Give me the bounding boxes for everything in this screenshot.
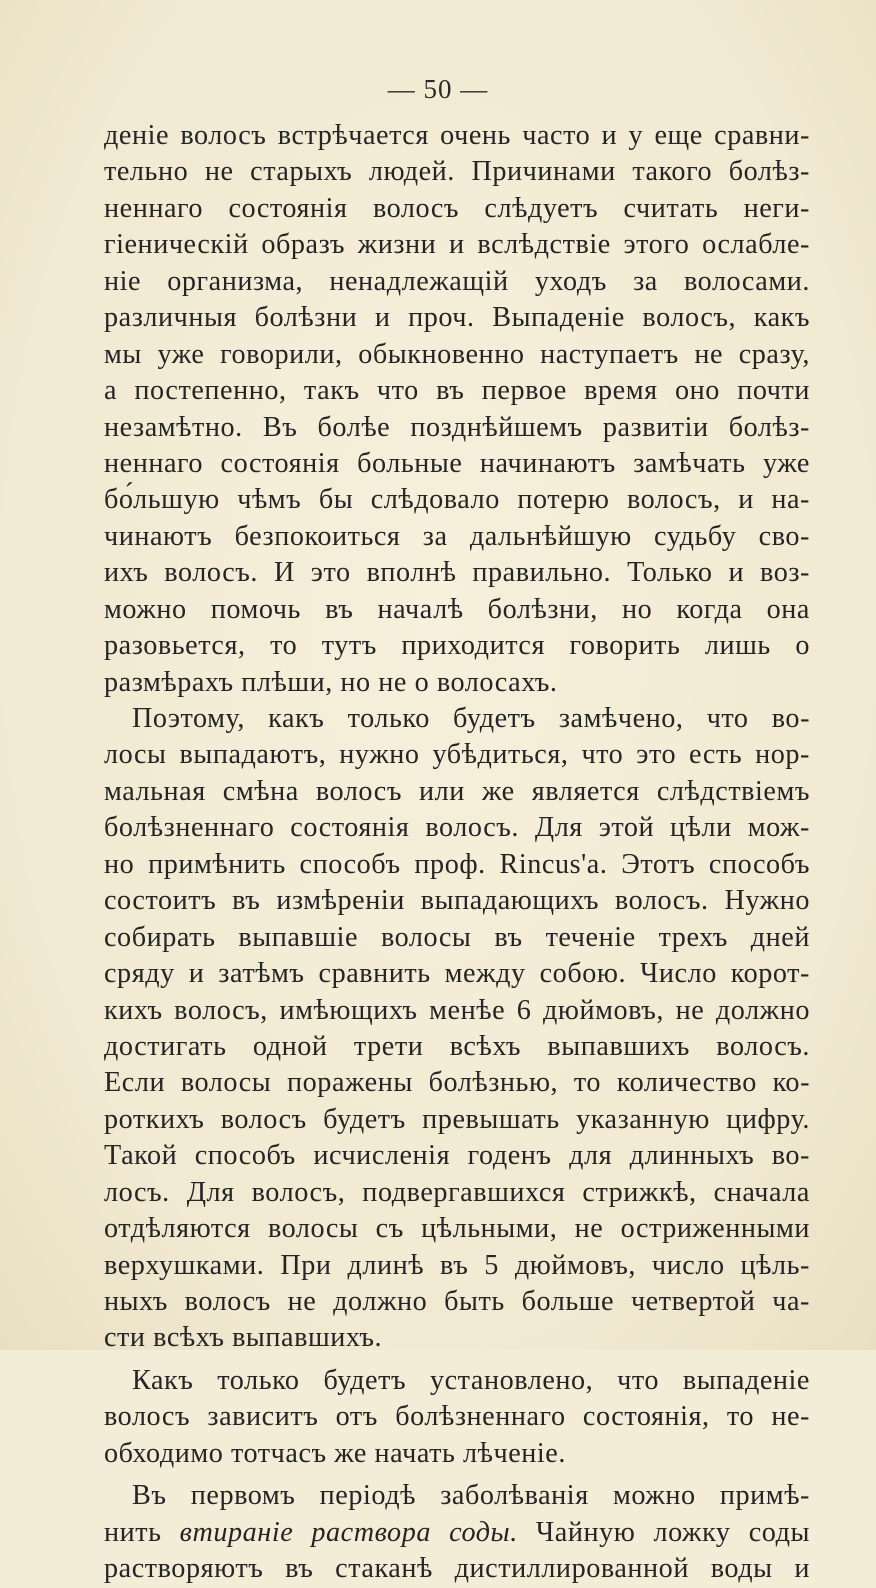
text-line: отдѣляются волосы съ цѣльными, не остриженными [104, 1213, 810, 1245]
text-line: Поэтому, какъ только будетъ замѣчено, что во- [132, 703, 810, 734]
text-line: роткихъ волосъ будетъ превышать указанную цифру. [104, 1103, 810, 1135]
text-line: чинаютъ безпокоиться за дальнѣйшую судьбу сво- [104, 520, 810, 552]
text-line: тельно не старыхъ людей. Причинами такого болѣз- [104, 156, 810, 188]
italic-emphasis: втираніе раствора соды. [179, 1516, 518, 1548]
text-line: а постепенно, такъ что въ первое время оно почти [104, 375, 810, 407]
text-line: ніе организма, ненадлежащій уходъ за волосами. [104, 265, 810, 297]
text-line: можно помочь въ началѣ болѣзни, но когда она [104, 593, 810, 625]
text-line: но примѣнить способъ проф. Rincus'а. Этотъ способъ [104, 848, 810, 880]
text-line: лосъ. Для волосъ, подвергавшихся стрижкѣ, сначала [104, 1176, 810, 1208]
text-line: сряду и затѣмъ сравнить между собою. Число корот- [104, 958, 810, 990]
paragraph-2 [104, 701, 810, 1357]
paragraph-3 [104, 1363, 810, 1472]
text-line: лосы выпадаютъ, нужно убѣдиться, что это есть нор- [104, 739, 810, 771]
text-line: Какъ только будетъ установлено, что выпаденіе [132, 1364, 810, 1396]
text-line: растворяютъ въ стаканѣ дистиллированной воды и [104, 1553, 810, 1585]
text-line: мы уже говорили, обыкновенно наступаетъ не сразу, [104, 338, 810, 370]
paragraph-1 [104, 118, 810, 701]
text-line: размѣрахъ плѣши, но не о волосахъ. [104, 666, 558, 698]
text-line: верхушками. При длинѣ въ 5 дюймовъ, число цѣль- [104, 1249, 810, 1281]
text-line: кихъ волосъ, имѣющихъ менѣе 6 дюймовъ, не должно [104, 994, 810, 1026]
text-line: деніе волосъ встрѣчается очень часто и у еще сравни- [104, 120, 810, 151]
text-line: Если волосы поражены болѣзнью, то количество ко- [104, 1067, 810, 1099]
text-line: неннаго состоянія больные начинаютъ замѣчать уже [104, 447, 810, 479]
text-line: различныя болѣзни и проч. Выпаденіе волосъ, какъ [104, 302, 810, 334]
text-line: неннаго состоянія волосъ слѣдуетъ считать неги- [104, 192, 810, 224]
text-line: болѣзненнаго состоянія волосъ. Для этой цѣли мож- [104, 812, 810, 844]
text-line: бо́льшую чѣмъ бы слѣдовало потерю волосъ, и на- [104, 484, 810, 516]
text-line: обходимо тотчасъ же начать лѣченіе. [104, 1437, 566, 1469]
paragraph-4 [104, 1478, 810, 1587]
text-line: собирать выпавшіе волосы въ теченіе трехъ дней [104, 921, 810, 953]
text-line: гіеническій образъ жизни и вслѣдствіе этого ослабле- [104, 229, 810, 261]
text-fragment: нить [104, 1516, 162, 1548]
text-line: мальная смѣна волосъ или же является слѣдствіемъ [104, 775, 810, 807]
text-line: ихъ волосъ. И это вполнѣ правильно. Только и воз- [104, 557, 810, 589]
text-line: волосъ зависитъ отъ болѣзненнаго состоянія, то не- [104, 1401, 810, 1433]
page-number: — 50 — [387, 74, 489, 104]
text-line: незамѣтно. Въ болѣе позднѣйшемъ развитіи болѣз- [104, 411, 810, 443]
text-line: достигать одной трети всѣхъ выпавшихъ волосъ. [104, 1030, 810, 1062]
text-fragment: Чайную ложку соды [535, 1516, 810, 1548]
text-line-with-emphasis [104, 1515, 810, 1551]
text-line: ныхъ волосъ не должно быть больше четвертой ча- [104, 1286, 810, 1317]
text-line: Въ первомъ періодѣ заболѣванія можно примѣ- [132, 1480, 810, 1512]
text-line: Такой способъ исчисленія годенъ для длинныхъ во- [104, 1140, 810, 1172]
page-text [104, 118, 810, 1588]
text-line: состоитъ въ измѣреніи выпадающихъ волосъ. Нужно [104, 885, 810, 917]
text-line: сти всѣхъ выпавшихъ. [104, 1322, 383, 1354]
text-line: разовьется, то тутъ приходится говорить лишь о [104, 630, 810, 662]
